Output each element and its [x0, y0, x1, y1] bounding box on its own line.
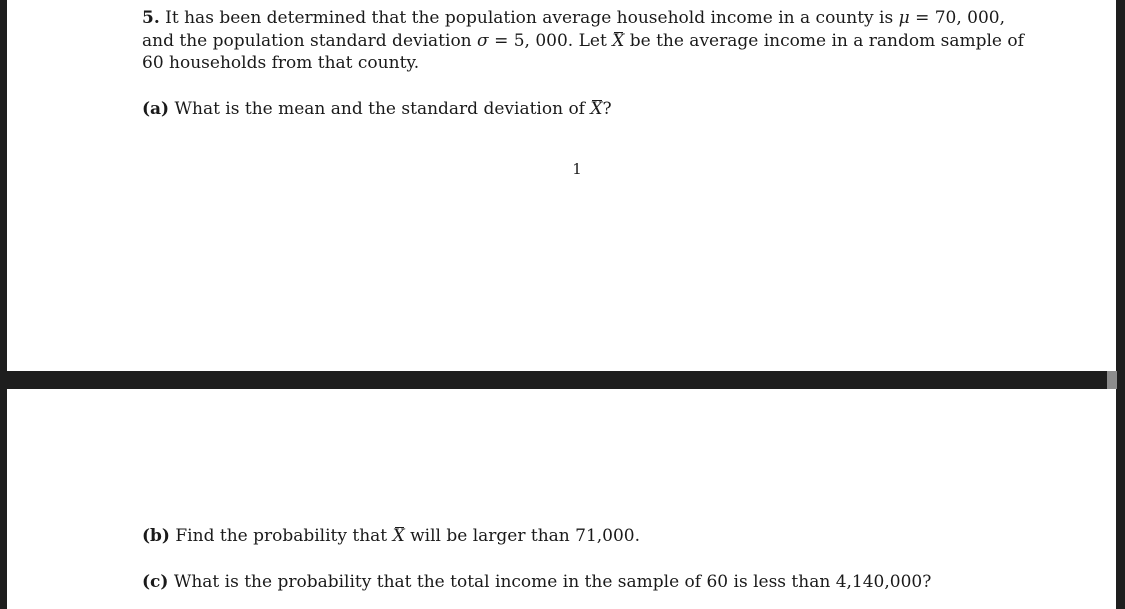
mu-value: = 70, 000 [915, 8, 1000, 28]
problem-text-4: be the average income in a random sample of 60 households from that county. [142, 30, 1024, 73]
part-a-question [142, 98, 612, 120]
part-b-label: (b) [142, 526, 170, 546]
problem-number: 5. [142, 8, 160, 28]
document-page-2 [7, 389, 1116, 609]
part-a-text: What is the mean and the standard deviation of [174, 99, 585, 119]
xbar-symbol: X [612, 30, 625, 51]
part-a-end: ? [602, 99, 612, 119]
mu-symbol: μ [898, 8, 910, 28]
sigma-value: = 5, 000 [494, 30, 568, 51]
sigma-symbol: σ [477, 30, 489, 51]
part-c-label: (c) [142, 572, 169, 592]
part-c-text: What is the probability that the total income in the sample of 60 is less than 4,140,000? [173, 572, 932, 592]
xbar-symbol: X [392, 526, 405, 546]
xbar-symbol: X [590, 99, 603, 119]
part-a-label: (a) [142, 99, 170, 119]
part-b-text-end: will be larger than 71,000. [410, 526, 641, 546]
problem-text-2: , and the population standard deviation [142, 8, 1006, 51]
part-b-question [142, 525, 640, 547]
scrollbar-thumb[interactable] [1107, 371, 1117, 389]
document-page-1 [7, 0, 1116, 371]
part-c-question [142, 571, 931, 593]
page-number: 1 [572, 160, 582, 178]
problem-statement [142, 7, 1027, 75]
problem-text-1: It has been determined that the population average household income in a county is [165, 8, 894, 28]
part-b-text: Find the probability that [175, 526, 388, 546]
scrollbar-track[interactable] [1116, 0, 1125, 609]
problem-text-3: . Let [567, 30, 607, 51]
